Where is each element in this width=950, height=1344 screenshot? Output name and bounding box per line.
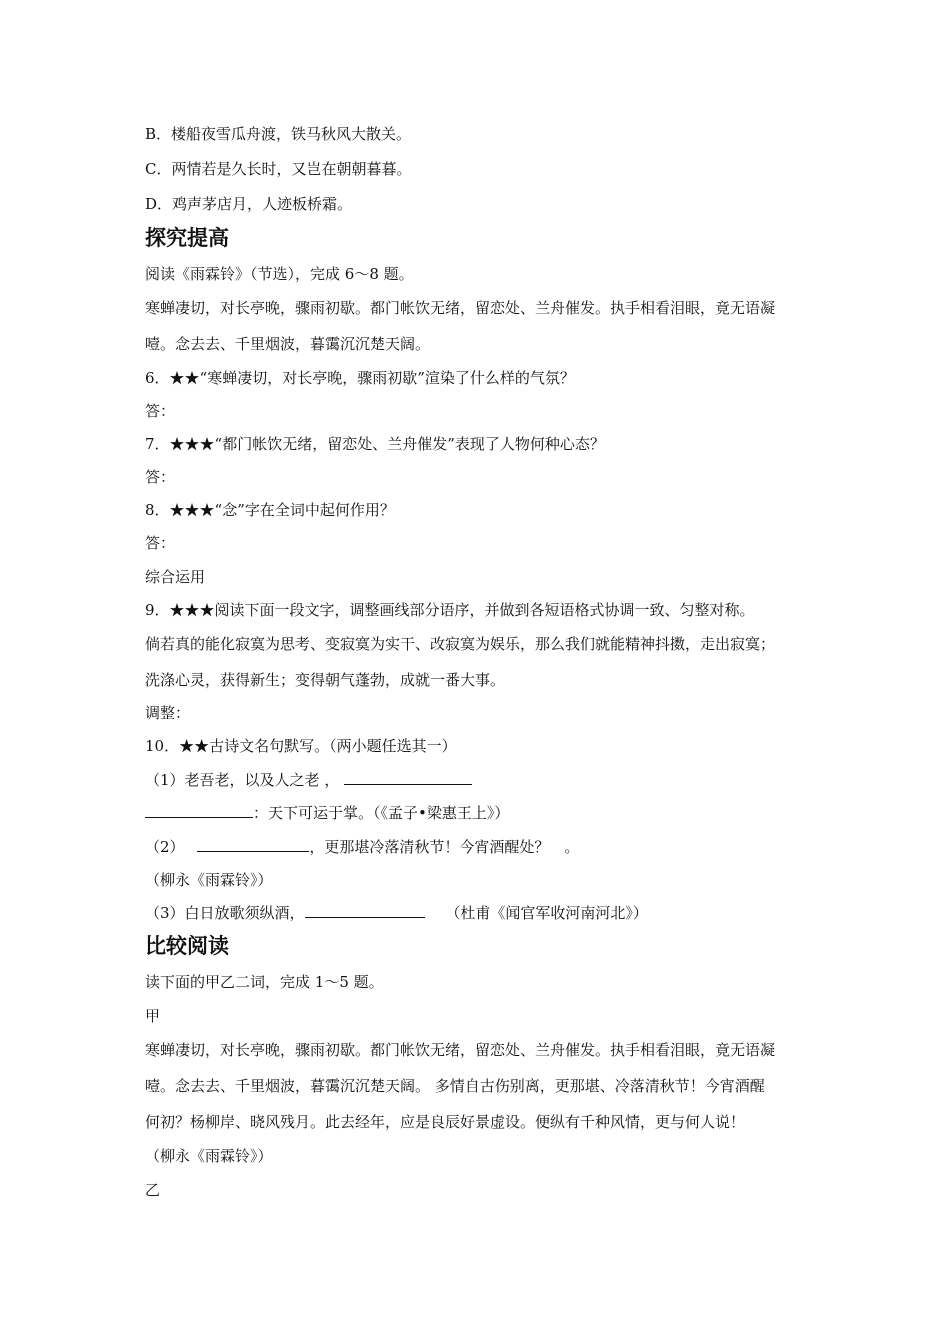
- fill-item-2-source: （柳永《雨霖铃》）: [145, 871, 273, 889]
- fill-item-2-text: ，更那堪冷落清秋节！今宵酒醒处？ 。: [309, 838, 580, 856]
- fill-item-1: [145, 770, 472, 790]
- answer-blank[interactable]: [145, 803, 253, 818]
- question-9: 9．★★★阅读下面一段文字，调整画线部分语序，并做到各短语格式协调一致、匀整对称。: [145, 601, 755, 619]
- question-8: 8．★★★“念”字在全词中起何作用？: [145, 501, 395, 519]
- q9-text-line: 倘若真的能化寂寞为思考、变寂寞为实干、改寂寞为娱乐，那么我们就能精神抖擞，走出寂寞；: [145, 635, 776, 653]
- section-heading-explore: 探究提高: [145, 226, 229, 250]
- answer-label-8: 答：: [145, 534, 176, 552]
- passage-line: 噎。念去去、千里烟波，暮霭沉沉楚天阔。: [145, 335, 431, 353]
- answer-label-6: 答：: [145, 402, 176, 420]
- question-10: 10．★★古诗文名句默写。（两小题任选其一）: [145, 737, 457, 755]
- fill-item-1-cont: [145, 803, 509, 823]
- compare-intro: 读下面的甲乙二词，完成 1～5 题。: [145, 973, 384, 991]
- poem-label-yi: 乙: [145, 1181, 161, 1199]
- option-b: B．楼船夜雪瓜舟渡，铁马秋风大散关。: [145, 125, 412, 143]
- q9-text-line: 洗涤心灵，获得新生；变得朝气蓬勃，成就一番大事。: [145, 671, 506, 689]
- fill-item-2-label: （2）: [145, 838, 185, 856]
- poem-label-jia: 甲: [145, 1007, 161, 1025]
- fill-item-3-text: （3）白日放歌须纵酒，: [145, 904, 305, 922]
- fill-item-1-text: （1）老吾老，以及人之老 ，: [145, 771, 340, 789]
- fill-item-1-source: ：天下可运于掌。（《孟子•梁惠王上》）: [253, 804, 510, 822]
- answer-label-7: 答：: [145, 468, 176, 486]
- poem-source: （柳永《雨霖铃》）: [145, 1147, 273, 1165]
- poem-line: 何初？杨柳岸、晓风残月。此去经年，应是良辰好景虚设。便纵有千种风情，更与何人说！: [145, 1113, 746, 1131]
- fill-item-2: [145, 837, 579, 857]
- adjust-label: 调整：: [145, 704, 191, 722]
- section-heading-compare: 比较阅读: [145, 934, 229, 958]
- option-d: D．鸡声茅店月，人迹板桥霜。: [145, 195, 353, 213]
- section-title-integrated: 综合运用: [145, 568, 206, 586]
- answer-blank[interactable]: [197, 837, 309, 852]
- fill-item-3: [145, 903, 648, 923]
- poem-line: 噎。念去去、千里烟波，暮霭沉沉楚天阔。 多情自古伤别离，更那堪、冷落清秋节！今宵酒醒: [145, 1077, 765, 1095]
- question-6: 6．★★“寒蝉凄切，对长亭晚，骤雨初歇”渲染了什么样的气氛？: [145, 369, 575, 387]
- poem-line: 寒蝉凄切，对长亭晚，骤雨初歇。都门帐饮无绪，留恋处、兰舟催发。执手相看泪眼，竟无语凝: [145, 1041, 776, 1059]
- answer-blank[interactable]: [305, 903, 425, 918]
- explore-intro: 阅读《雨霖铃》（节选），完成 6～8 题。: [145, 265, 414, 283]
- answer-blank[interactable]: [344, 770, 472, 785]
- passage-line: 寒蝉凄切，对长亭晚，骤雨初歇。都门帐饮无绪，留恋处、兰舟催发。执手相看泪眼，竟无语凝: [145, 299, 776, 317]
- question-7: 7．★★★“都门帐饮无绪，留恋处、兰舟催发”表现了人物何种心态？: [145, 435, 605, 453]
- option-c: C．两情若是久长时，又岂在朝朝暮暮。: [145, 160, 412, 178]
- fill-item-3-source: （杜甫《闻官军收河南河北》）: [445, 904, 648, 922]
